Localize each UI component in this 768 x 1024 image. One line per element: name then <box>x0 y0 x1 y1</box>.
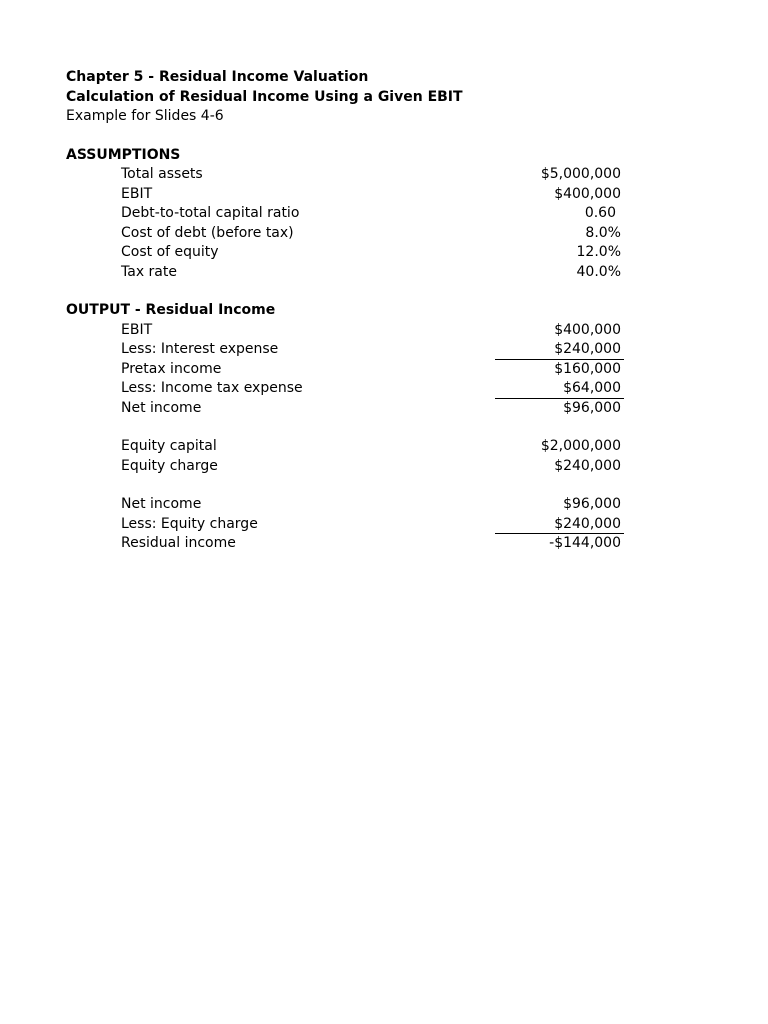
row-label: Equity charge <box>121 457 218 474</box>
row-value: $160,000 <box>554 360 621 377</box>
row-value: $96,000 <box>563 496 621 512</box>
output-row-equity-charge <box>66 457 626 477</box>
assumption-row-cost-of-equity <box>66 243 626 263</box>
row-value: $96,000 <box>563 399 621 416</box>
row-value: $5,000,000 <box>540 166 621 182</box>
spacer <box>66 476 626 495</box>
row-value: 12.0% <box>576 244 621 260</box>
row-label: Net income <box>121 399 202 416</box>
spreadsheet <box>66 68 626 554</box>
row-value: $240,000 <box>554 457 621 474</box>
output-row-pretax-income <box>66 360 626 380</box>
output-heading: OUTPUT - Residual Income <box>66 302 276 318</box>
output-row-ebit <box>66 321 626 341</box>
output-row-less-equity-charge <box>66 515 626 535</box>
row-value: $240,000 <box>554 515 621 532</box>
row-label: Less: Interest expense <box>121 341 279 357</box>
assumption-row-total-assets <box>66 165 626 185</box>
document-subtitle: Calculation of Residual Income Using a Given EBIT <box>66 88 463 105</box>
row-label: Equity capital <box>121 438 217 454</box>
output-row-interest-expense <box>66 340 626 360</box>
row-value: 0.60 <box>584 205 616 221</box>
row-label: Cost of equity <box>121 244 219 260</box>
row-value: $240,000 <box>554 341 621 357</box>
spacer <box>66 282 626 301</box>
row-value: 8.0% <box>585 224 621 241</box>
row-label: EBIT <box>121 185 153 202</box>
output-row-net-income-2 <box>66 495 626 515</box>
row-value: $400,000 <box>554 185 621 202</box>
row-value: -$144,000 <box>549 535 621 551</box>
assumption-row-debt-ratio <box>66 204 626 224</box>
row-value: $2,000,000 <box>540 438 621 454</box>
document-title: Chapter 5 - Residual Income Valuation <box>66 69 369 85</box>
row-label: Net income <box>121 496 202 512</box>
spacer <box>66 418 626 437</box>
row-value: 40.0% <box>576 263 621 280</box>
row-label: Debt-to-total capital ratio <box>121 205 300 221</box>
document-note: Example for Slides 4-6 <box>66 108 224 124</box>
assumptions-heading: ASSUMPTIONS <box>66 146 181 163</box>
assumption-row-ebit <box>66 185 626 205</box>
row-label: EBIT <box>121 321 153 338</box>
row-label: Pretax income <box>121 360 222 377</box>
row-label: Cost of debt (before tax) <box>121 224 294 241</box>
assumption-row-tax-rate <box>66 263 626 283</box>
output-row-equity-capital <box>66 437 626 457</box>
row-label: Tax rate <box>121 263 177 280</box>
row-label: Residual income <box>121 535 236 551</box>
output-row-net-income <box>66 399 626 419</box>
row-value: $400,000 <box>554 321 621 338</box>
output-row-income-tax-expense <box>66 379 626 399</box>
spacer <box>66 127 626 146</box>
output-row-residual-income <box>66 534 626 554</box>
row-label: Total assets <box>121 166 203 182</box>
row-label: Less: Equity charge <box>121 515 258 532</box>
assumption-row-cost-of-debt <box>66 224 626 244</box>
row-value: $64,000 <box>563 380 621 396</box>
row-label: Less: Income tax expense <box>121 380 303 396</box>
